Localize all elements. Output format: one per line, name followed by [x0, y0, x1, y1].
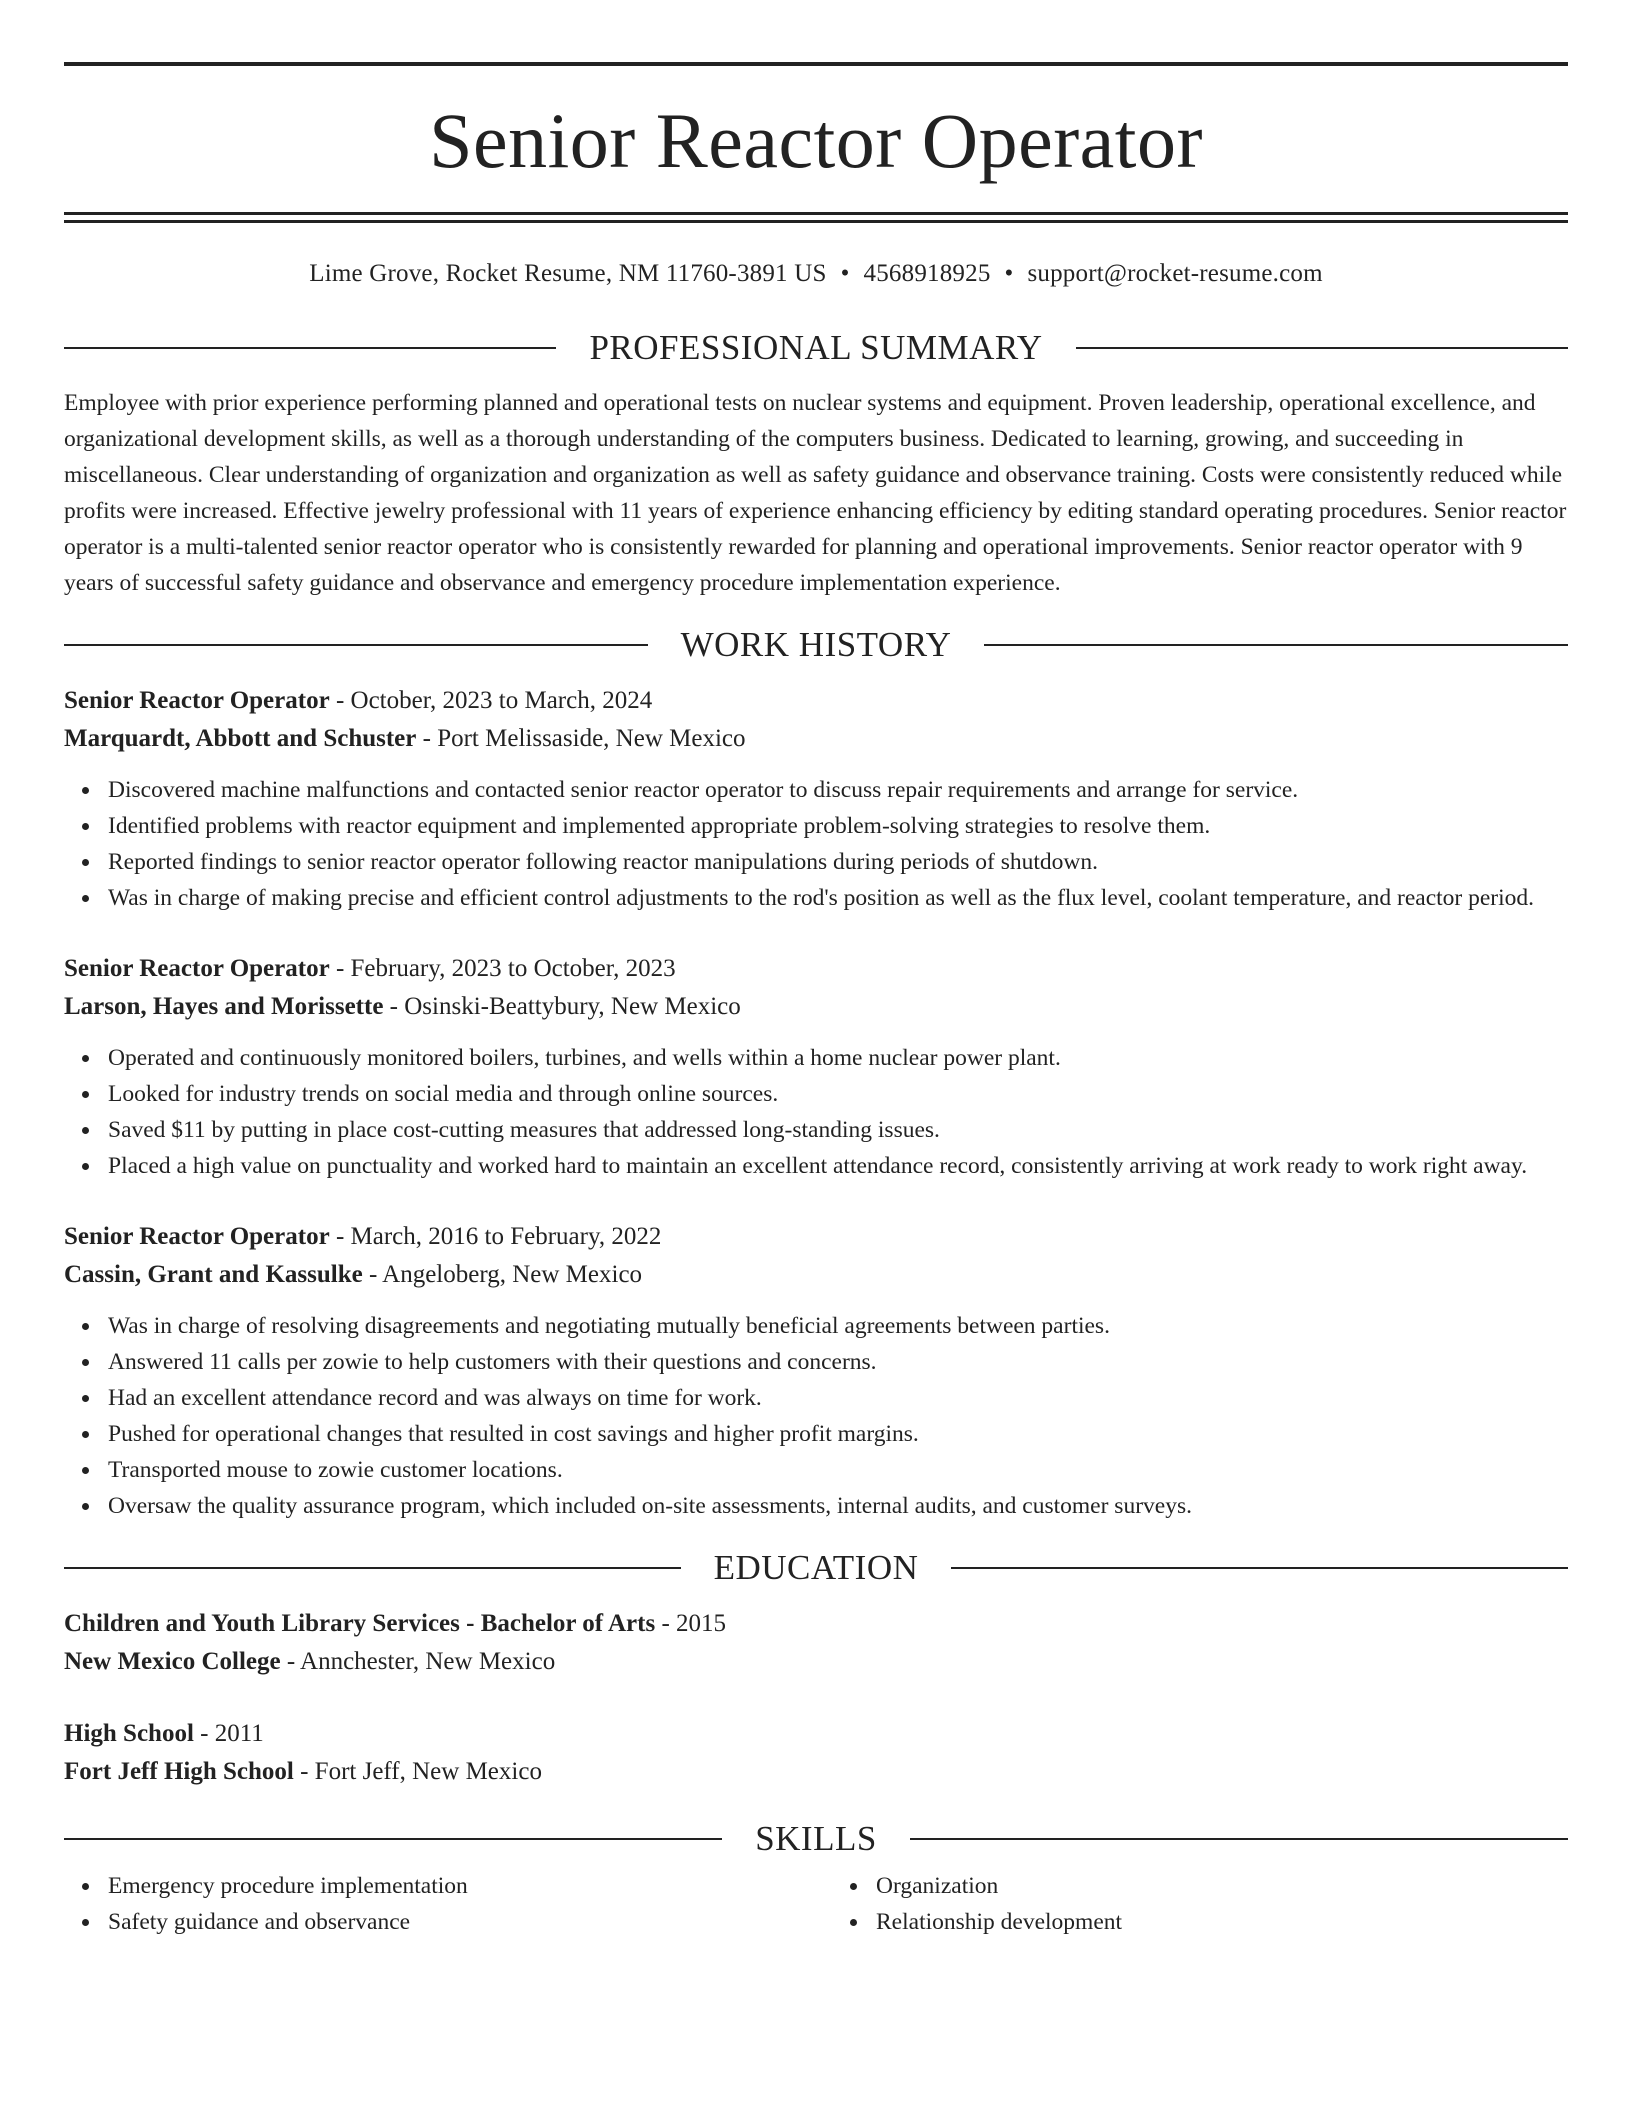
education-year: - 2011 [193, 1720, 264, 1747]
job-bullets [64, 1040, 1568, 1184]
work-section-heading [64, 627, 1568, 662]
education-school-line [64, 1753, 1568, 1791]
job-company: Larson, Hayes and Morissette [64, 993, 384, 1020]
top-rule [64, 62, 1568, 66]
summary-text: Employee with prior experience performing planned and operational tests on nuclear systems and equipment. Proven leadership, operational excellence, and organizational development skills, as well as a thorough understanding of the computers business. Dedicated to learning, growing, and succeeding in miscellaneous. Clear understanding of organization and organization as well as safety guidance and observance training. Costs were consistently reduced while profits were increased. Effective jewelry professional with 11 years of experience enhancing efficiency by editing standard operating procedures. Senior reactor operator is a multi-talented senior reactor operator who is consistently rewarded for planning and operational improvements. Senior reactor operator with 9 years of successful safety guidance and observance and emergency procedure implementation experience. [64, 390, 1567, 596]
education-degree-line [64, 1715, 1568, 1753]
heading-rule-left [64, 644, 648, 646]
job-title: Senior Reactor Operator [64, 955, 330, 982]
work-heading-label: WORK HISTORY [680, 625, 952, 664]
skills-grid [64, 1868, 1568, 1940]
job-location: - Angeloberg, New Mexico [362, 1261, 643, 1288]
job-company-line [64, 988, 1568, 1026]
heading-rule-right [1076, 347, 1568, 349]
heading-rule-left [64, 1567, 681, 1569]
education-entry [64, 1715, 1568, 1791]
list-item: Discovered machine malfunctions and contacted senior reactor operator to discuss repair requirements and arrange for service. [108, 772, 1568, 808]
job-title: Senior Reactor Operator [64, 687, 330, 714]
heading-rule-left [64, 1838, 722, 1840]
job-company-line [64, 720, 1568, 758]
summary-heading-label: PROFESSIONAL SUMMARY [589, 328, 1043, 367]
job-dates: - March, 2016 to February, 2022 [329, 1223, 662, 1250]
skills-section-heading [64, 1821, 1568, 1856]
education-school: New Mexico College [64, 1648, 281, 1675]
list-item: Oversaw the quality assurance program, which included on-site assessments, internal audits, and customer surveys. [108, 1488, 1568, 1524]
list-item: Was in charge of resolving disagreements and negotiating mutually beneficial agreements between parties. [108, 1308, 1568, 1344]
list-item: Reported findings to senior reactor operator following reactor manipulations during periods of shutdown. [108, 844, 1568, 880]
education-location: - Annchester, New Mexico [280, 1648, 556, 1675]
job-company: Cassin, Grant and Kassulke [64, 1261, 363, 1288]
job-dates: - October, 2023 to March, 2024 [329, 687, 653, 714]
heading-rule-left [64, 347, 556, 349]
job-entry [64, 1218, 1568, 1524]
contact-separator: • [840, 260, 850, 287]
job-title: Senior Reactor Operator [64, 1223, 330, 1250]
skill-item: Emergency procedure implementation [108, 1868, 800, 1904]
title-double-rule [64, 212, 1568, 223]
job-company: Marquardt, Abbott and Schuster [64, 725, 417, 752]
education-school-line [64, 1643, 1568, 1681]
education-school: Fort Jeff High School [64, 1758, 294, 1785]
education-degree-line [64, 1605, 1568, 1643]
education-location: - Fort Jeff, New Mexico [293, 1758, 542, 1785]
job-title-line [64, 682, 1568, 720]
job-dates: - February, 2023 to October, 2023 [329, 955, 676, 982]
list-item: Answered 11 calls per zowie to help customers with their questions and concerns. [108, 1344, 1568, 1380]
list-item: Operated and continuously monitored boilers, turbines, and wells within a home nuclear power plant. [108, 1040, 1568, 1076]
heading-rule-right [910, 1838, 1568, 1840]
list-item: Had an excellent attendance record and was always on time for work. [108, 1380, 1568, 1416]
job-entry [64, 682, 1568, 916]
page-title: Senior Reactor Operator [429, 97, 1203, 184]
education-entry [64, 1605, 1568, 1681]
education-degree: Children and Youth Library Services - Bachelor of Arts [64, 1610, 656, 1637]
skills-column-left [64, 1868, 800, 1940]
list-item: Identified problems with reactor equipment and implemented appropriate problem-solving strategies to resolve them. [108, 808, 1568, 844]
contact-phone: 4568918925 [863, 260, 991, 287]
job-location: - Port Melissaside, New Mexico [416, 725, 746, 752]
contact-address: Lime Grove, Rocket Resume, NM 11760-3891 US [309, 260, 827, 287]
skill-item: Safety guidance and observance [108, 1904, 800, 1940]
list-item: Saved $11 by putting in place cost-cutting measures that addressed long-standing issues. [108, 1112, 1568, 1148]
job-company-line [64, 1256, 1568, 1294]
job-entry [64, 950, 1568, 1184]
contact-line [64, 261, 1568, 286]
education-degree: High School [64, 1720, 194, 1747]
job-location: - Osinski-Beattybury, New Mexico [383, 993, 741, 1020]
job-title-line [64, 950, 1568, 988]
contact-separator: • [1004, 260, 1014, 287]
skill-item: Organization [876, 1868, 1568, 1904]
summary-section-heading [64, 330, 1568, 365]
education-year: - 2015 [655, 1610, 727, 1637]
education-heading-label: EDUCATION [713, 1548, 919, 1587]
list-item: Looked for industry trends on social media and through online sources. [108, 1076, 1568, 1112]
list-item: Transported mouse to zowie customer locations. [108, 1452, 1568, 1488]
job-title-line [64, 1218, 1568, 1256]
contact-email: support@rocket-resume.com [1027, 260, 1323, 287]
list-item: Pushed for operational changes that resulted in cost savings and higher profit margins. [108, 1416, 1568, 1452]
list-item: Placed a high value on punctuality and worked hard to maintain an excellent attendance record, consistently arriving at work ready to work right away. [108, 1148, 1568, 1184]
heading-rule-right [951, 1567, 1568, 1569]
skills-column-right [832, 1868, 1568, 1940]
skill-item: Relationship development [876, 1904, 1568, 1940]
job-bullets [64, 772, 1568, 916]
education-section-heading [64, 1550, 1568, 1585]
skills-heading-label: SKILLS [755, 1819, 877, 1858]
heading-rule-right [984, 644, 1568, 646]
list-item: Was in charge of making precise and efficient control adjustments to the rod's position as well as the flux level, coolant temperature, and reactor period. [108, 880, 1568, 916]
job-bullets [64, 1308, 1568, 1524]
